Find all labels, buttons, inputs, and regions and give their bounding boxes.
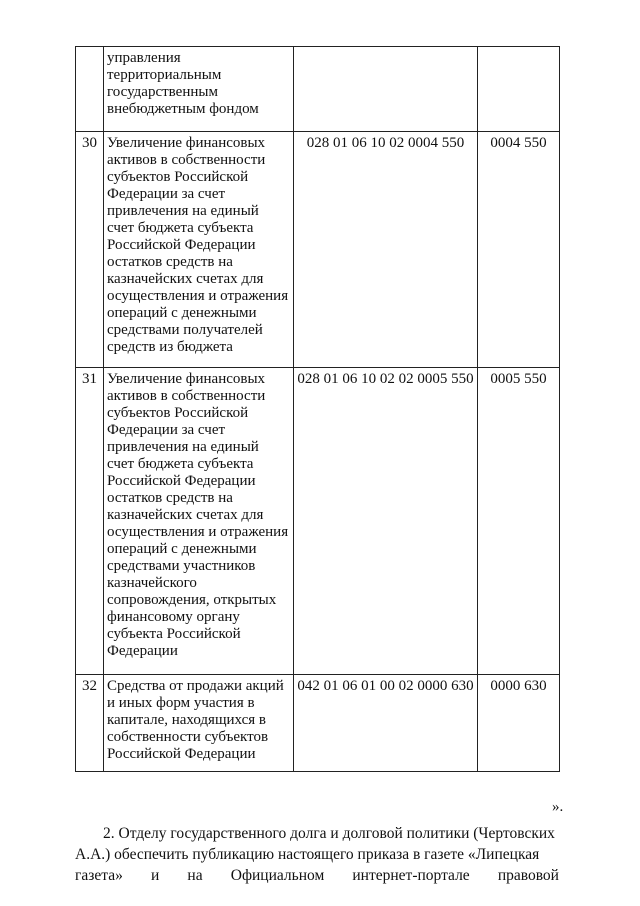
row-name-line: Увеличение финансовых (107, 135, 266, 151)
paragraph-word: Официальном (230, 867, 325, 884)
row-number: 32 (76, 675, 104, 772)
row-name-line: осуществления и отражения (107, 524, 289, 540)
row-name-line: осуществления и отражения (107, 288, 289, 304)
row-number: 30 (76, 132, 104, 368)
row-name-line: остатков средств на (107, 490, 233, 506)
row-name-line: и иных форм участия в (107, 695, 255, 711)
row-code: 028 01 06 10 02 02 0005 550 (294, 368, 478, 675)
row-name-line: собственности субъектов (107, 729, 269, 745)
row-name (104, 675, 294, 772)
table-row (76, 675, 560, 772)
row-name (104, 132, 294, 368)
row-short-code: 0000 630 (478, 675, 560, 772)
paragraph-line-1: 2. Отделу государственного долга и долговой политики (Чертовских (103, 825, 555, 842)
row-name-line: средствами участников (107, 558, 256, 574)
row-name-line: активов в собственности (107, 152, 266, 168)
paragraph-word: правовой (497, 867, 559, 884)
paragraph-word: и (150, 867, 160, 884)
row-name-line: капитале, находящихся в (107, 712, 266, 728)
row-name-line: казначейских счетах для (107, 507, 264, 523)
paragraph-2 (75, 823, 559, 886)
row-name-line: Российской Федерации (107, 237, 256, 253)
row-name-line: привлечения на единый (107, 439, 259, 455)
row-name-line: территориальным (107, 67, 222, 83)
row-name-line: субъекта Российской (107, 626, 241, 642)
closing-quote: ». (552, 799, 564, 815)
row-number (76, 47, 104, 132)
row-name-line: субъектов Российской (107, 405, 249, 421)
paragraph-word: газета» (75, 867, 123, 884)
paragraph-word: интернет-портале (352, 867, 470, 884)
row-name-line: Средства от продажи акций (107, 678, 284, 694)
row-name-line: субъектов Российской (107, 169, 249, 185)
row-short-code: 0005 550 (478, 368, 560, 675)
budget-codes-table (75, 46, 560, 772)
row-name-line: средствами получателей (107, 322, 263, 338)
row-name-line: операций с денежными (107, 305, 257, 321)
row-name-line: управления (107, 50, 181, 66)
row-name-line: Федерации за счет (107, 422, 226, 438)
row-name-line: Федерации за счет (107, 186, 226, 202)
paragraph-word: на (187, 867, 203, 884)
row-name-line: остатков средств на (107, 254, 233, 270)
row-code: 042 01 06 01 00 02 0000 630 (294, 675, 478, 772)
row-name-line: операций с денежными (107, 541, 257, 557)
row-number: 31 (76, 368, 104, 675)
row-name-line: Российской Федерации (107, 746, 256, 762)
row-code (294, 47, 478, 132)
table-body (76, 47, 560, 772)
paragraph-line-3 (75, 865, 559, 886)
paragraph-line-2: А.А.) обеспечить публикацию настоящего приказа в газете «Липецкая (75, 846, 540, 863)
table-row (76, 368, 560, 675)
table-row (76, 132, 560, 368)
row-name-line: средств из бюджета (107, 339, 233, 355)
row-short-code (478, 47, 560, 132)
row-name-line: Федерации (107, 643, 178, 659)
row-name-line: внебюджетным фондом (107, 101, 259, 117)
row-name-line: казначейского (107, 575, 197, 591)
row-name-line: активов в собственности (107, 388, 266, 404)
row-code: 028 01 06 10 02 0004 550 (294, 132, 478, 368)
row-name-line: государственным (107, 84, 218, 100)
row-name-line: привлечения на единый (107, 203, 259, 219)
row-name-line: сопровождения, открытых (107, 592, 277, 608)
table-row (76, 47, 560, 132)
row-name-line: Российской Федерации (107, 473, 256, 489)
row-name (104, 47, 294, 132)
row-name-line: казначейских счетах для (107, 271, 264, 287)
row-name-line: счет бюджета субъекта (107, 456, 254, 472)
row-name (104, 368, 294, 675)
row-name-line: финансовому органу (107, 609, 240, 625)
row-short-code: 0004 550 (478, 132, 560, 368)
row-name-line: Увеличение финансовых (107, 371, 266, 387)
row-name-line: счет бюджета субъекта (107, 220, 254, 236)
